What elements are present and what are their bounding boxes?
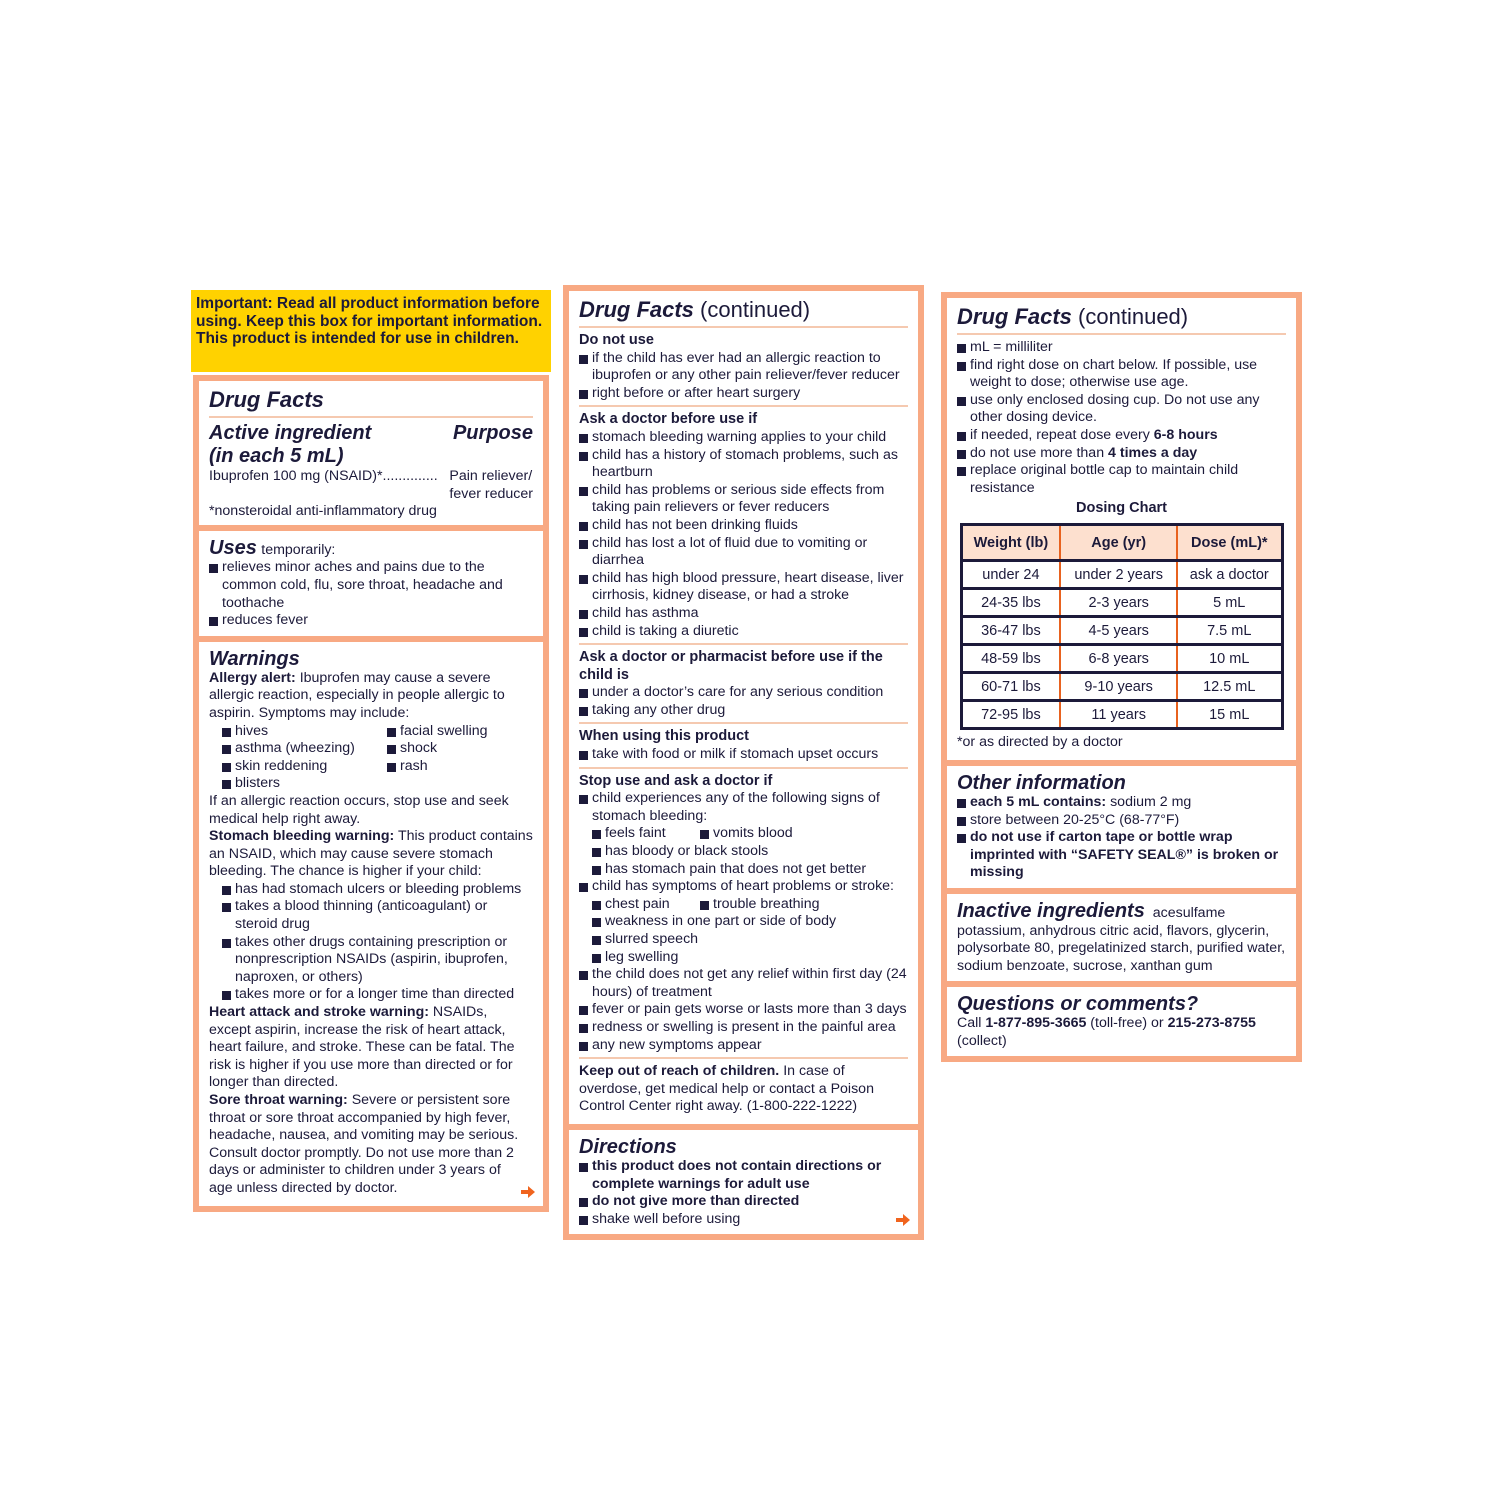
- age-cell: 9-10 years: [1060, 673, 1177, 701]
- age-cell: 6-8 years: [1060, 645, 1177, 673]
- inactive-ingredients-panel: [941, 888, 1302, 987]
- warnings-panel: [193, 636, 549, 1212]
- active-ingredient-heading: Active ingredient: [209, 422, 372, 444]
- directions-item: do not give more than directed: [579, 1193, 908, 1211]
- throat-warning-label: Sore throat warning:: [209, 1092, 348, 1108]
- dosing-direction-item: if needed, repeat dose every 6-8 hours: [957, 427, 1286, 445]
- warnings-heading: Warnings: [209, 647, 300, 670]
- stop-use-heading: Stop use and ask a doctor if: [579, 772, 773, 789]
- divider: [579, 767, 908, 769]
- stop-use-item: the child does not get any relief within first day (24 hours) of treatment: [579, 966, 908, 1001]
- stop-use-subitem: has bloody or black stools: [592, 843, 908, 861]
- keep-out-label: Keep out of reach of children.: [579, 1063, 780, 1080]
- column-header: Weight (lb): [961, 525, 1060, 561]
- table-row: [961, 701, 1282, 729]
- directions-panel: [563, 1124, 924, 1240]
- ask-doctor-item: child has high blood pressure, heart disease, liver cirrhosis, kidney disease, or had a stroke: [579, 570, 908, 605]
- other-information-panel: [941, 760, 1302, 894]
- symptom-item: facial swelling: [387, 723, 488, 741]
- symptom-item: skin reddening: [222, 758, 387, 776]
- stomach-risk-item: takes more or for a longer time than directed: [222, 986, 533, 1004]
- dosing-direction-item: find right dose on chart below. If possible, use weight to dose; otherwise use age.: [957, 357, 1286, 392]
- symptom-item: hives: [222, 723, 387, 741]
- ask-pharmacist-item: under a doctor’s care for any serious condition: [579, 684, 908, 702]
- continued-label: (continued): [1078, 304, 1189, 329]
- ask-doctor-item: child has lost a lot of fluid due to vomiting or diarrhea: [579, 535, 908, 570]
- other-info-item: do not use if carton tape or bottle wrap imprinted with “SAFETY SEAL®” is broken or missing: [957, 829, 1286, 882]
- allergy-alert-text: Ibuprofen may cause a severe allergic reaction, especially in people allergic to aspirin. Symptoms may include:: [209, 669, 505, 721]
- stop-use-subitem: leg swelling: [592, 949, 908, 967]
- purpose-line-1: Pain reliever/: [449, 468, 533, 484]
- drug-facts-title: Drug Facts: [579, 297, 694, 322]
- divider: [209, 416, 533, 418]
- weight-cell: 72-95 lbs: [961, 701, 1060, 729]
- ask-doctor-heading: Ask a doctor before use if: [579, 411, 758, 428]
- weight-cell: under 24: [961, 561, 1060, 589]
- keep-out-text: In case of overdose, get medical help or contact a Poison Control Center right away. (1-800-222-1222): [579, 1063, 874, 1115]
- stop-use-subitem: has stomach pain that does not get better: [592, 861, 908, 879]
- age-cell: 2-3 years: [1060, 589, 1177, 617]
- throat-warning-text: Severe or persistent sore throat or sore throat accompanied by high fever, headache, nausea, and vomiting may be serious. Consult doctor promptly. Do not use more than 2 days or administer to children under 3 years of age unless directed by doctor.: [209, 1092, 519, 1196]
- symptom-list: [222, 723, 533, 793]
- stomach-risk-item: has had stomach ulcers or bleeding problems: [222, 881, 533, 899]
- uses-heading: Uses: [209, 536, 257, 559]
- table-row: [961, 617, 1282, 645]
- ask-doctor-item: child is taking a diuretic: [579, 623, 908, 641]
- dosing-direction-item: replace original bottle cap to maintain child resistance: [957, 462, 1286, 497]
- table-row: [961, 645, 1282, 673]
- questions-heading: Questions or comments?: [957, 993, 1199, 1016]
- active-ingredient-panel: [193, 375, 549, 531]
- stop-use-subitem: slurred speech: [592, 931, 908, 949]
- allergy-alert-label: Allergy alert:: [209, 669, 296, 686]
- divider: [579, 1057, 908, 1059]
- stomach-risk-item: takes other drugs containing prescription or nonprescription NSAIDs (aspirin, ibuprofen, naproxen, or others): [222, 934, 533, 987]
- weight-cell: 60-71 lbs: [961, 673, 1060, 701]
- do-not-use-item: right before or after heart surgery: [579, 385, 908, 403]
- directions-item: this product does not contain directions or complete warnings for adult use: [579, 1158, 908, 1193]
- do-not-use-item: if the child has ever had an allergic reaction to ibuprofen or any other pain reliever/fever reducer: [579, 350, 908, 385]
- divider: [957, 333, 1286, 335]
- heart-warning-text: NSAIDs, except aspirin, increase the risk of heart attack, heart failure, and stroke. These can be fatal. The risk is higher if you use more than directed or for longer than directed.: [209, 1004, 515, 1091]
- uses-item: relieves minor aches and pains due to the common cold, flu, sore throat, headache and toothache: [209, 559, 533, 612]
- table-row: [961, 589, 1282, 617]
- dose-cell: 7.5 mL: [1177, 617, 1282, 645]
- dosing-panel: [941, 292, 1302, 766]
- ask-pharmacist-heading: Ask a doctor or pharmacist before use if the child is: [579, 649, 883, 683]
- stop-use-item: redness or swelling is present in the painful area: [579, 1019, 908, 1037]
- uses-qualifier: temporarily:: [261, 541, 336, 558]
- stop-use-subitem: chest pain: [592, 896, 700, 914]
- purpose-line-2: fever reducer: [449, 485, 533, 502]
- ask-doctor-item: child has problems or serious side effects from taking pain relievers or fever reducers: [579, 482, 908, 517]
- drug-facts-title: Drug Facts: [209, 387, 324, 412]
- collect-phone: 215-273-8755: [1167, 1015, 1256, 1032]
- inactive-ingredients-heading: Inactive ingredients: [957, 899, 1145, 922]
- ingredient-name: Ibuprofen 100 mg (NSAID)*: [209, 468, 383, 484]
- divider: [579, 326, 908, 328]
- directions-item: shake well before using: [579, 1211, 908, 1229]
- symptom-item: shock: [387, 740, 488, 758]
- stop-use-item: child has symptoms of heart problems or stroke:: [579, 878, 908, 896]
- other-info-item: store between 20-25°C (68-77°F): [957, 812, 1286, 830]
- symptom-item: rash: [387, 758, 488, 776]
- table-row: [961, 673, 1282, 701]
- stomach-warning-text: This product contains an NSAID, which may cause severe stomach bleeding. The chance is higher if your child:: [209, 828, 533, 880]
- ingredient-footnote: *nonsteroidal anti-inflammatory drug: [209, 503, 437, 520]
- stop-use-subitem: trouble breathing: [700, 896, 819, 914]
- toll-free-phone: 1-877-895-3665: [985, 1015, 1087, 1032]
- dosing-direction-item: mL = milliliter: [957, 339, 1286, 357]
- ask-doctor-item: child has asthma: [579, 605, 908, 623]
- dose-cell: ask a doctor: [1177, 561, 1282, 589]
- stop-use-item: child experiences any of the following signs of stomach bleeding:: [579, 790, 908, 825]
- dose-cell: 12.5 mL: [1177, 673, 1282, 701]
- other-information-heading: Other information: [957, 771, 1126, 794]
- weight-cell: 48-59 lbs: [961, 645, 1060, 673]
- purpose-heading: Purpose: [452, 422, 533, 444]
- ingredient-row: [209, 468, 533, 503]
- ask-pharmacist-item: taking any other drug: [579, 702, 908, 720]
- important-notice: Important: Read all product information before using. Keep this box for important information. This product is intended for use in children.: [191, 290, 551, 372]
- do-not-use-heading: Do not use: [579, 332, 654, 348]
- divider: [579, 643, 908, 645]
- dosing-chart-title: Dosing Chart: [1075, 500, 1168, 517]
- stop-use-item: fever or pain gets worse or lasts more than 3 days: [579, 1001, 908, 1019]
- allergy-followup: If an allergic reaction occurs, stop use and seek medical help right away.: [209, 792, 509, 827]
- when-using-heading: When using this product: [579, 728, 749, 745]
- continue-arrow-icon: [521, 1186, 535, 1198]
- stomach-warning-label: Stomach bleeding warning:: [209, 828, 395, 845]
- warnings-continued-panel: [563, 285, 924, 1130]
- drug-facts-title: Drug Facts: [957, 304, 1072, 329]
- continued-label: (continued): [700, 297, 811, 322]
- table-row: [961, 561, 1282, 589]
- when-using-item: take with food or milk if stomach upset occurs: [579, 746, 908, 764]
- stop-use-subitem: feels faint: [592, 825, 700, 843]
- continue-arrow-icon: [896, 1214, 910, 1226]
- dosing-chart-table: [960, 523, 1284, 730]
- table-header-row: [961, 525, 1282, 561]
- other-info-item: each 5 mL contains: sodium 2 mg: [957, 794, 1286, 812]
- heart-warning-label: Heart attack and stroke warning:: [209, 1004, 429, 1021]
- inactive-ingredients-text: acesulfame potassium, anhydrous citric acid, flavors, glycerin, polysorbate 80, pregelatinized starch, purified water, sodium benzoate, sucrose, xanthan gum: [957, 904, 1286, 974]
- active-ingredient-header: [209, 422, 533, 468]
- dosing-direction-item: do not use more than 4 times a day: [957, 445, 1286, 463]
- weight-cell: 24-35 lbs: [961, 589, 1060, 617]
- column-header: Age (yr): [1060, 525, 1177, 561]
- ask-doctor-item: child has a history of stomach problems, such as heartburn: [579, 447, 908, 482]
- active-ingredient-subheading: (in each 5 mL): [209, 445, 344, 467]
- age-cell: 4-5 years: [1060, 617, 1177, 645]
- stop-use-subitem: vomits blood: [700, 825, 793, 843]
- dose-cell: 10 mL: [1177, 645, 1282, 673]
- divider: [579, 722, 908, 724]
- dose-cell: 15 mL: [1177, 701, 1282, 729]
- uses-item: reduces fever: [209, 612, 533, 630]
- dosing-footnote: *or as directed by a doctor: [957, 734, 1123, 751]
- column-1: [193, 375, 549, 1212]
- ask-doctor-item: stomach bleeding warning applies to your child: [579, 429, 908, 447]
- column-header: Dose (mL)*: [1177, 525, 1282, 561]
- ask-doctor-item: child has not been drinking fluids: [579, 517, 908, 535]
- column-3: [941, 292, 1302, 1062]
- dosing-direction-item: use only enclosed dosing cup. Do not use any other dosing device.: [957, 392, 1286, 427]
- symptom-item: asthma (wheezing): [222, 740, 387, 758]
- divider: [579, 405, 908, 407]
- column-2: [563, 285, 924, 1240]
- dose-cell: 5 mL: [1177, 589, 1282, 617]
- stop-use-item: any new symptoms appear: [579, 1037, 908, 1055]
- questions-text: Call 1-877-895-3665 (toll-free) or 215-273-8755 (collect): [957, 1015, 1256, 1049]
- uses-panel: [193, 525, 549, 642]
- questions-panel: [941, 981, 1302, 1062]
- directions-heading: Directions: [579, 1135, 677, 1158]
- symptom-item: blisters: [222, 775, 387, 793]
- age-cell: under 2 years: [1060, 561, 1177, 589]
- weight-cell: 36-47 lbs: [961, 617, 1060, 645]
- leader-dots: ..............: [382, 468, 438, 484]
- stop-use-subitem: weakness in one part or side of body: [592, 913, 908, 931]
- stomach-risk-item: takes a blood thinning (anticoagulant) or steroid drug: [222, 898, 533, 933]
- age-cell: 11 years: [1060, 701, 1177, 729]
